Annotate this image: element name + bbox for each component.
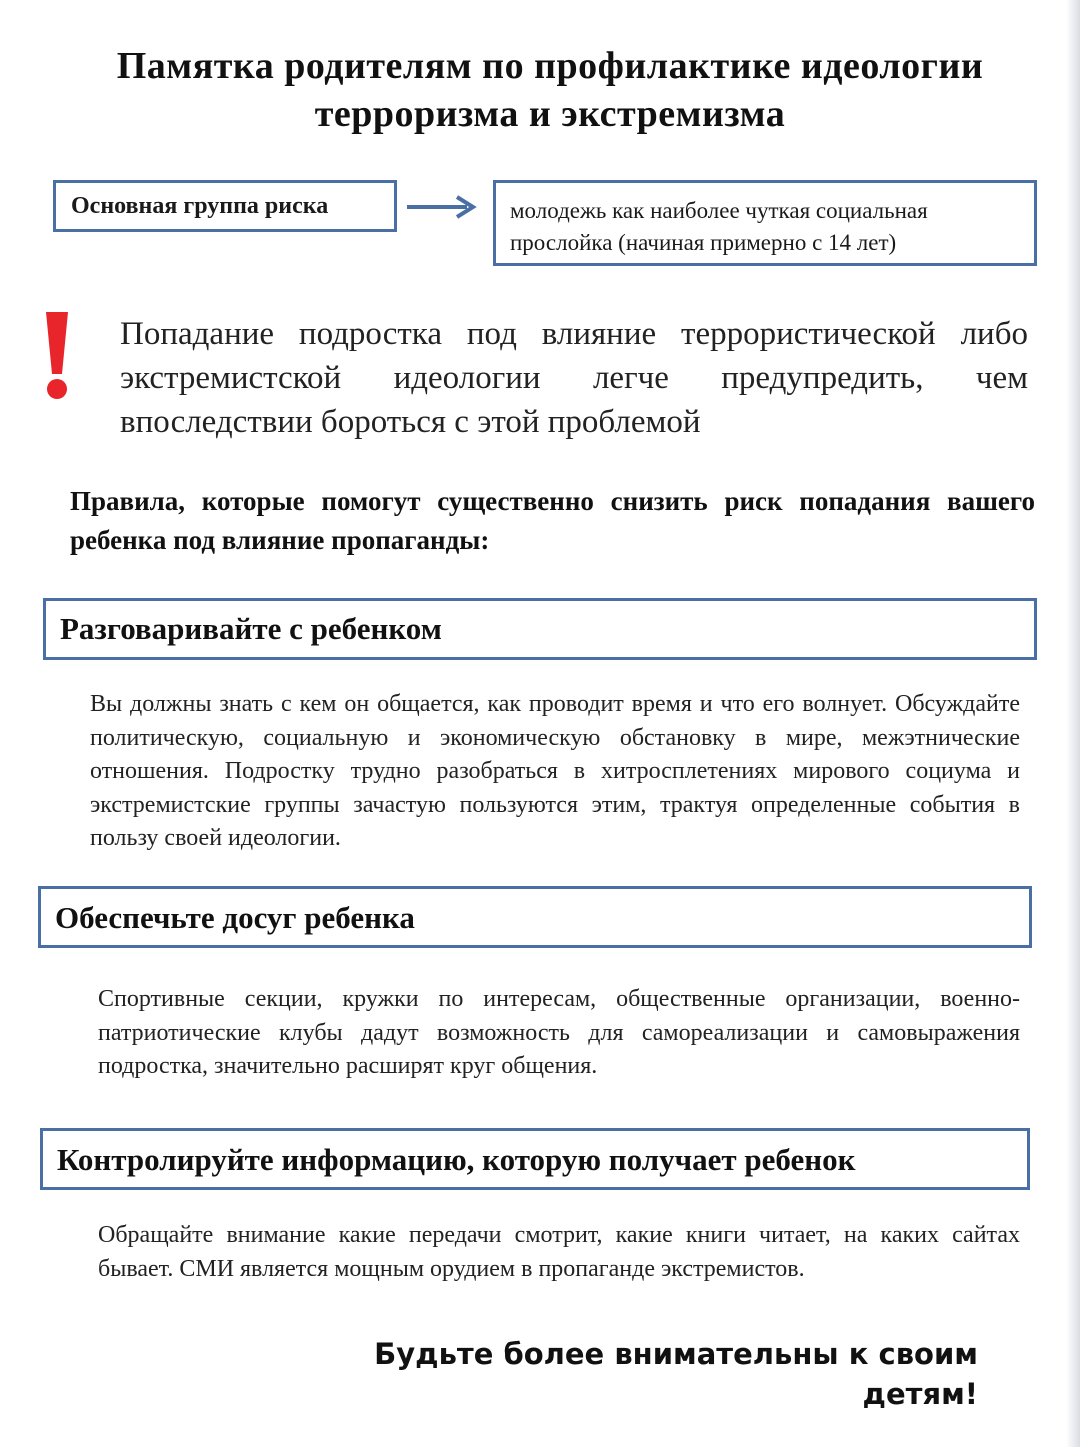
section-heading-talk: Разговаривайте с ребенком	[43, 598, 1037, 660]
page-edge-shadow	[1066, 0, 1080, 1447]
warning-text: Попадание подростка под влияние террористической либо экстремистской идеологии легче предупредить, чем впоследствии бороться с этой проблемой	[120, 316, 1028, 440]
closing-appeal: Будьте более внимательны к своим детям!	[374, 1337, 978, 1411]
section-text-information: Обращайте внимание какие передачи смотрит, какие книги читает, на каких сайтах бывает. СМИ является мощным орудием в пропаганде экстремистов.	[98, 1222, 1020, 1282]
section-heading-leisure: Обеспечьте досуг ребенка	[38, 886, 1032, 948]
page-title: Памятка родителям по профилактике идеологии терроризма и экстремизма	[116, 45, 984, 135]
risk-group-description-box: молодежь как наиболее чуткая социальная прослойка (начиная примерно с 14 лет)	[493, 180, 1037, 266]
rules-intro: Правила, которые помогут существенно снизить риск попадания вашего ребенка под влияние пропаганды:	[70, 486, 1035, 555]
risk-group-label-box: Основная группа риска	[53, 180, 397, 232]
section-text-leisure: Спортивные секции, кружки по интересам, общественные организации, военно-патриотические клубы дадут возможность для самореализации и самовыражения подростка, значительно расширят круг общения.	[98, 986, 1020, 1079]
exclamation-icon	[40, 310, 74, 402]
section-text-talk: Вы должны знать с кем он общается, как проводит время и что его волнует. Обсуждайте политическую, социальную и экономическую обстановку в мире, межэтнические отношения. Подростку трудно разобраться в хитросплетениях мирового социума и экстремистские группы зачастую пользуются этим, трактуя определенные события в пользу своей идеологии.	[90, 691, 1020, 851]
arrow-right-icon	[405, 192, 485, 222]
section-heading-information: Контролируйте информацию, которую получает ребенок	[40, 1128, 1030, 1190]
